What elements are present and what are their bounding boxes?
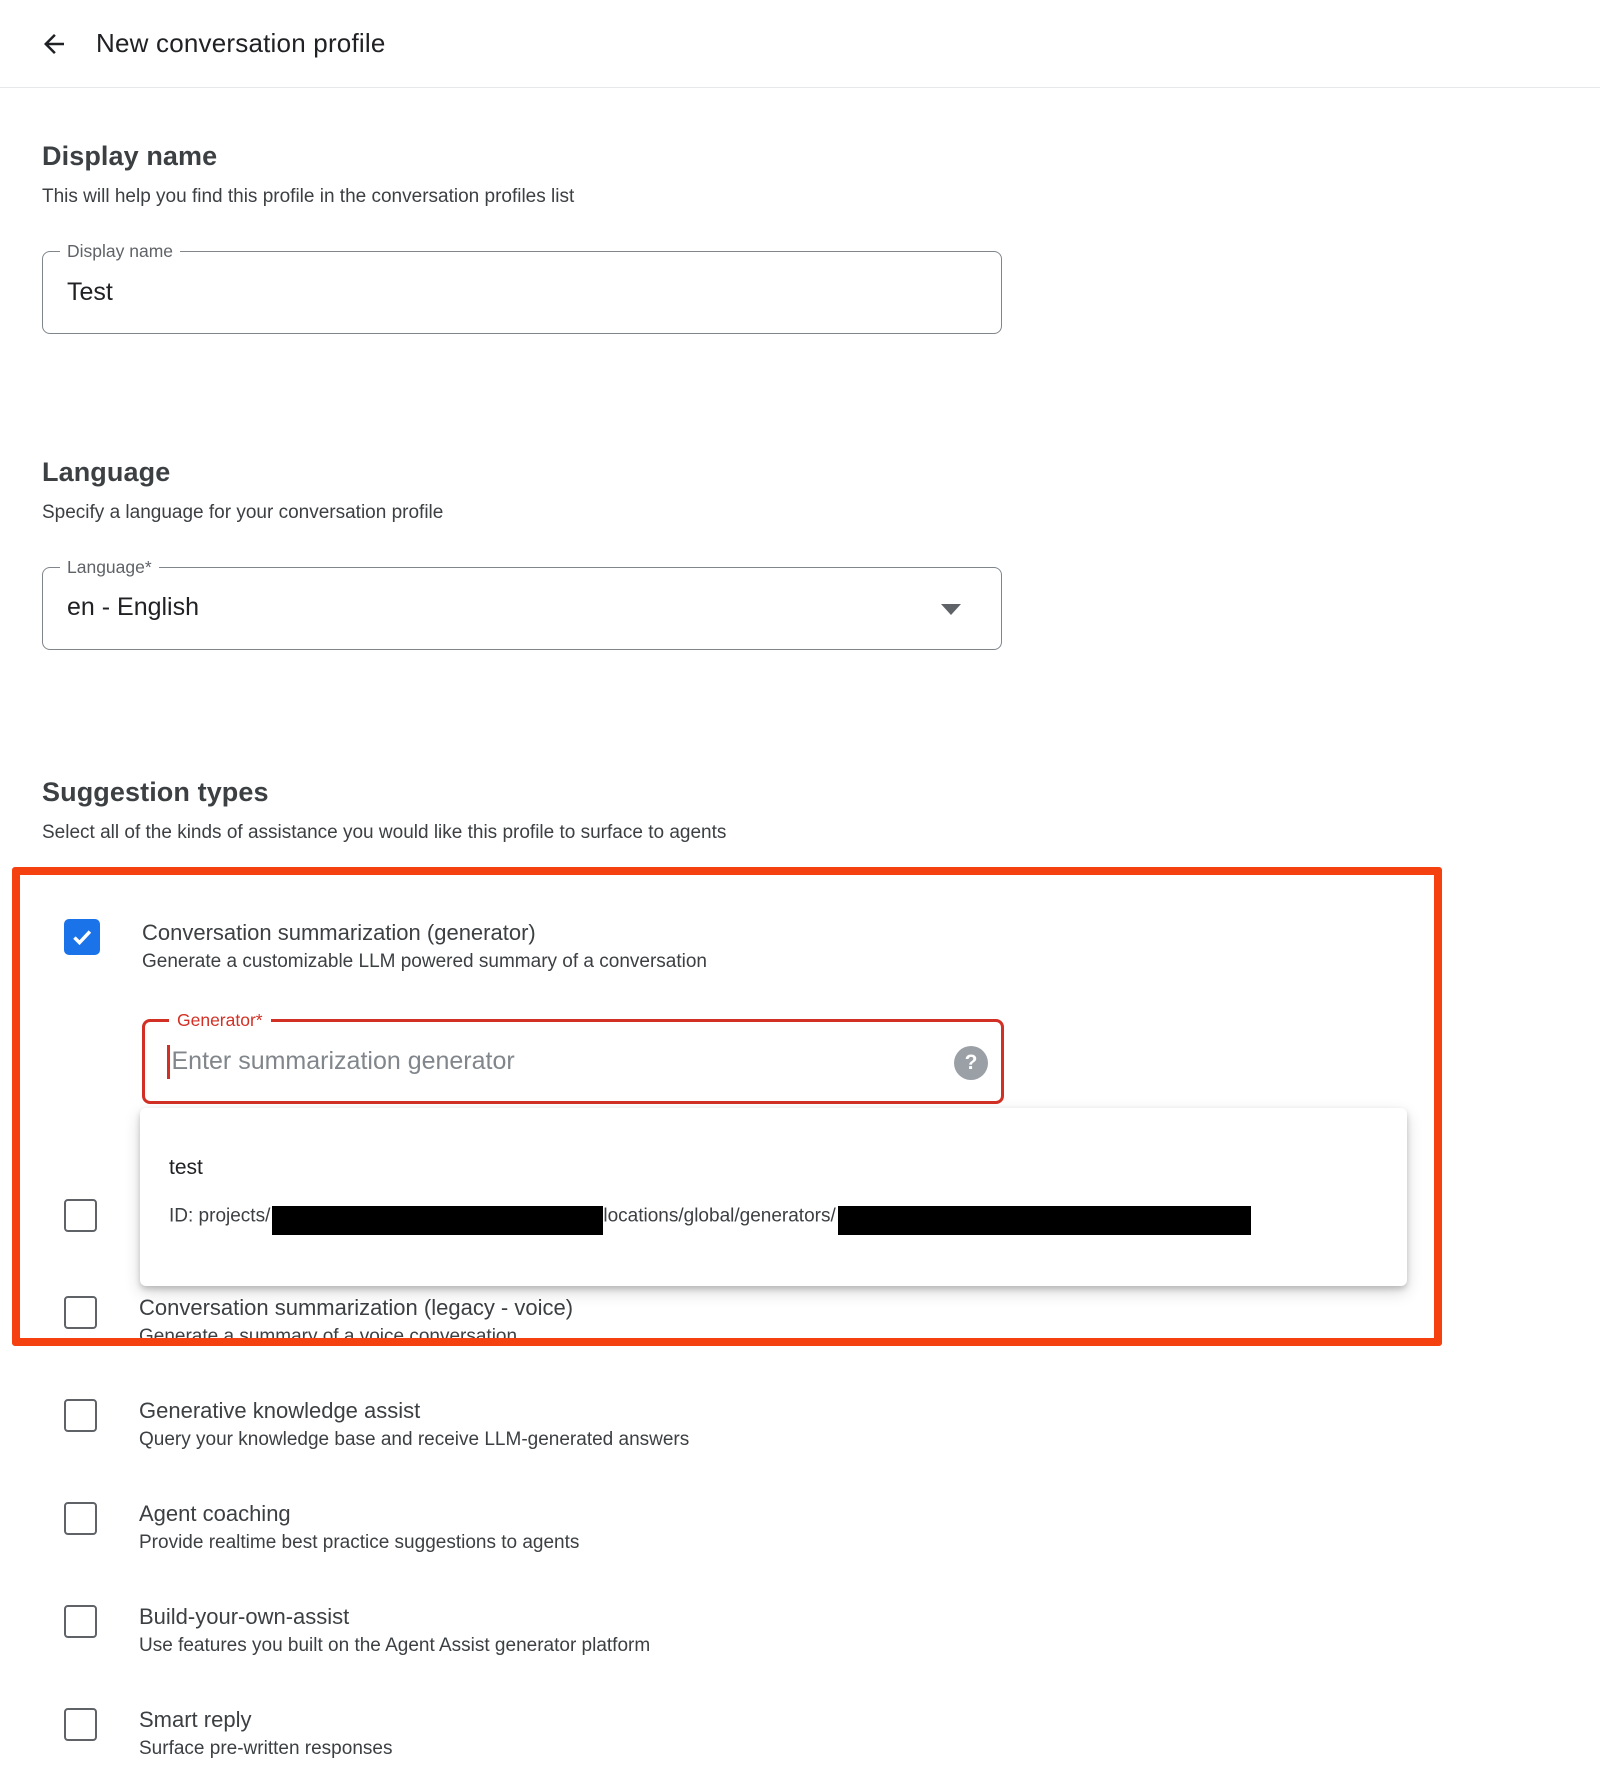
suggestion-description: Query your knowledge base and receive LLM-generated answers [139, 1429, 690, 1450]
language-select[interactable] [42, 557, 1002, 650]
suggestion-types-heading: Suggestion types [42, 777, 269, 807]
check-icon [69, 924, 95, 950]
dropdown-option-id [140, 1180, 1407, 1231]
generator-placeholder: Enter summarization generator [171, 1047, 515, 1075]
checkbox-build-your-own-assist[interactable] [64, 1605, 97, 1638]
suggestion-title: Build-your-own-assist [139, 1604, 350, 1629]
display-name-input[interactable] [43, 252, 949, 332]
language-field-label: Language* [60, 556, 159, 578]
generator-field[interactable] [142, 1010, 1004, 1104]
suggestion-row-smart-reply [64, 1705, 1600, 1762]
suggestion-description: Generate a customizable LLM powered summary of a conversation [142, 951, 707, 972]
display-name-field[interactable] [42, 241, 1002, 334]
suggestion-title: Agent coaching [139, 1501, 291, 1526]
text-cursor [167, 1045, 170, 1079]
suggestion-title: Conversation summarization (legacy - voice) [139, 1295, 574, 1320]
suggestion-row-summarization-generator [64, 918, 1600, 1227]
generator-suggestion-dropdown [140, 1108, 1407, 1286]
suggestion-description: Surface pre-written responses [139, 1738, 393, 1759]
suggestion-description: Generate a summary of a voice conversation [139, 1326, 518, 1347]
checkbox-smart-reply[interactable] [64, 1708, 97, 1741]
language-selected-value: en - English [67, 593, 200, 621]
suggestion-title: Conversation summarization (generator) [142, 920, 536, 945]
checkbox-obscured-item[interactable] [64, 1199, 97, 1232]
display-name-field-label: Display name [60, 240, 180, 262]
display-name-heading: Display name [42, 141, 218, 171]
page-title: New conversation profile [96, 28, 386, 58]
language-description: Specify a language for your conversation profile [42, 502, 444, 523]
display-name-section [0, 140, 1600, 334]
checkbox-summarization-legacy-voice[interactable] [64, 1296, 97, 1329]
id-middle-text: locations/global/generators/ [603, 1205, 836, 1227]
suggestion-title: Smart reply [139, 1707, 252, 1732]
suggestion-description: Use features you built on the Agent Assist generator platform [139, 1635, 651, 1656]
dropdown-option[interactable]: test [169, 1156, 203, 1179]
suggestion-types-description: Select all of the kinds of assistance you would like this profile to surface to agents [42, 822, 727, 843]
back-button[interactable] [26, 16, 82, 72]
suggestion-row-summarization-legacy-voice [64, 1293, 1600, 1350]
redacted-text [838, 1206, 1251, 1235]
checkbox-summarization-generator[interactable] [64, 919, 100, 955]
id-prefix-text: ID: projects/ [169, 1205, 271, 1227]
arrow-back-icon [39, 29, 69, 59]
suggestion-title: Generative knowledge assist [139, 1398, 421, 1423]
app-header [0, 0, 1600, 88]
checkbox-agent-coaching[interactable] [64, 1502, 97, 1535]
suggestion-row-build-your-own-assist [64, 1602, 1600, 1659]
redacted-text [272, 1206, 603, 1235]
suggestion-row-generative-knowledge-assist [64, 1396, 1600, 1453]
suggestion-description: Provide realtime best practice suggestions to agents [139, 1532, 580, 1553]
language-section [0, 456, 1600, 650]
chevron-down-icon[interactable] [941, 604, 961, 615]
checkbox-generative-knowledge-assist[interactable] [64, 1399, 97, 1432]
language-heading: Language [42, 457, 171, 487]
display-name-description: This will help you find this profile in the conversation profiles list [42, 186, 575, 207]
suggestion-types-section [0, 776, 1600, 845]
suggestion-row-agent-coaching [64, 1499, 1600, 1556]
help-icon[interactable]: ? [954, 1046, 988, 1080]
generator-field-label: Generator* [169, 1009, 271, 1031]
